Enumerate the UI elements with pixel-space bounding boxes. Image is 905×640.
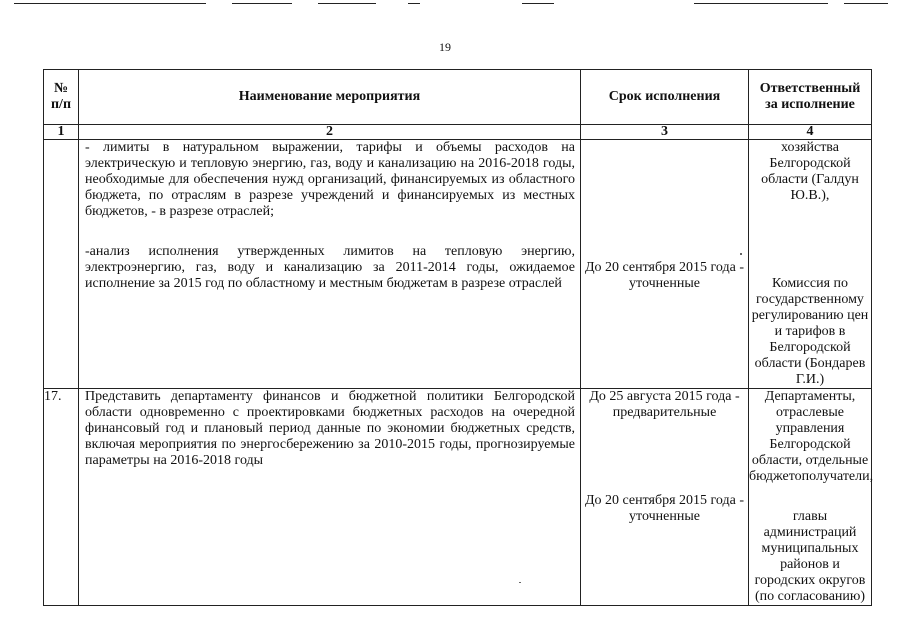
- scan-speck: [519, 582, 521, 583]
- activity-text: Представить департаменту финансов и бюджетной политики Белгородской области одновременно с проектировками бюджетных расходов на очередной финансовый год и плановый период данные по экономии бюджетных средств, включая мероприятия по энергосбережению за 2010-2015 годы, прогнозируемые параметры на 2016-2018 годы: [85, 389, 575, 468]
- top-rule-5: [522, 3, 554, 4]
- column-index-row: [44, 125, 872, 140]
- column-index: 1: [44, 125, 79, 140]
- column-index: 4: [749, 125, 872, 140]
- activities-table: [43, 69, 872, 606]
- table-row: [44, 140, 872, 389]
- top-rule-4: [408, 3, 420, 4]
- term-cell: [581, 140, 749, 389]
- responsible-text-part2: Комиссия по государственному регулированию цен и тарифов в Белгородской области (Бондарев Г.И.): [751, 276, 869, 387]
- header-name: Наименование мероприятия: [79, 70, 581, 125]
- activity-text-part1: - лимиты в натуральном выражении, тарифы и объемы расходов на электрическую и тепловую энергию, газ, воду и канализацию на 2016-2018 годы, необходимые для обеспечения нужд организаций, финансируемых из областного бюджета, по отраслям в разрезе учреждений и финансируемых из местных бюджетов, - в разрезе отраслей;: [85, 140, 575, 219]
- term-text-part2: До 20 сентября 2015 года - уточненные: [584, 260, 745, 291]
- responsible-cell: [749, 140, 872, 389]
- table-header-row: [44, 70, 872, 125]
- header-term: Срок исполнения: [581, 70, 749, 125]
- page-number: 19: [439, 40, 451, 54]
- row-number-empty: [44, 140, 79, 389]
- top-rule-6: [694, 3, 828, 4]
- activity-cell: [79, 140, 581, 389]
- term-text-part1: До 25 августа 2015 года - предварительные: [589, 389, 740, 420]
- term-text-part2: До 20 сентября 2015 года - уточненные: [584, 493, 745, 524]
- table-row: [44, 389, 872, 606]
- activity-cell: [79, 389, 581, 606]
- top-rule-3: [318, 3, 376, 4]
- header-number: № п/п: [44, 70, 79, 125]
- responsible-cell: [749, 389, 872, 606]
- header-responsible: Ответственный за исполнение: [749, 70, 872, 125]
- responsible-text-part1: хозяйства Белгородской области (Галдун Ю.В.),: [761, 140, 859, 203]
- scan-speck: [740, 253, 742, 255]
- column-index: 2: [79, 125, 581, 140]
- responsible-text-part2: главы администраций муниципальных районов и городских округов (по согласованию): [754, 509, 866, 604]
- term-cell: [581, 389, 749, 606]
- column-index: 3: [581, 125, 749, 140]
- top-rule-1: [14, 3, 206, 4]
- top-rule-2: [232, 3, 292, 4]
- row-number: 17.: [44, 389, 79, 606]
- activity-text-part2: -анализ исполнения утвержденных лимитов на тепловую энергию, электроэнергию, газ, воду и канализацию за 2011-2014 годы, ожидаемое исполнение за 2015 год по областному и местным бюджетам в разрезе отраслей: [85, 244, 575, 291]
- top-rule-7: [844, 3, 888, 4]
- responsible-text-part1: Департаменты, отраслевые управления Белгородской области, отдельные бюджетополучатели,: [749, 389, 874, 484]
